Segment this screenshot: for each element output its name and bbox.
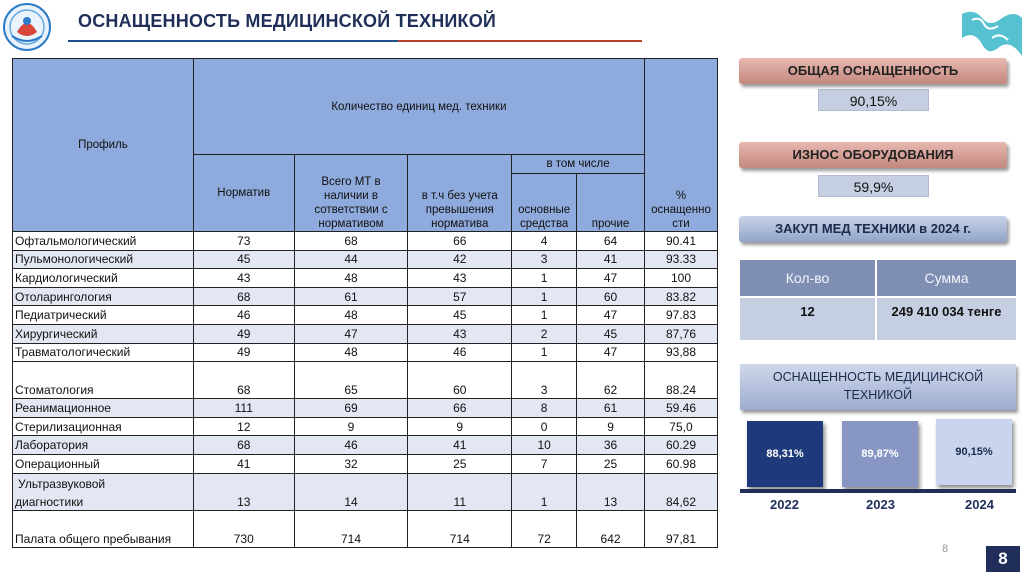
row-other: 642 [577, 510, 645, 547]
title-underline-blue [68, 40, 398, 42]
row-other: 9 [577, 417, 645, 436]
row-norm: 43 [193, 269, 294, 288]
table-row [13, 250, 718, 269]
row-fixed: 8 [512, 399, 577, 418]
row-over: 43 [408, 324, 512, 343]
row-over: 45 [408, 306, 512, 325]
row-profile: Хирургический [13, 324, 194, 343]
yearly-label [740, 364, 1016, 410]
row-total: 61 [294, 287, 408, 306]
row-norm: 12 [193, 417, 294, 436]
row-over: 42 [408, 250, 512, 269]
row-fixed: 7 [512, 454, 577, 473]
header-profile: Профиль [13, 59, 194, 232]
row-over: 9 [408, 417, 512, 436]
header-total: Всего МТ в наличии в сответствии с нормативом [294, 155, 408, 232]
row-profile: Отоларингология [13, 287, 194, 306]
table-row [13, 324, 718, 343]
row-total: 44 [294, 250, 408, 269]
year-value-cube: 89,87% [842, 421, 918, 487]
year-label: 2023 [866, 497, 895, 512]
row-profile: Операционный [13, 454, 194, 473]
year-label: 2024 [965, 497, 994, 512]
row-profile: Кардиологический [13, 269, 194, 288]
row-profile: Педиатрический [13, 306, 194, 325]
row-norm: 730 [193, 510, 294, 547]
year-label: 2022 [770, 497, 799, 512]
table-row [13, 436, 718, 455]
purchase-col-qty: Кол-во [740, 260, 875, 296]
row-percent: 75,0 [644, 417, 717, 436]
row-over: 66 [408, 232, 512, 251]
row-other: 47 [577, 343, 645, 362]
row-fixed: 0 [512, 417, 577, 436]
row-fixed: 3 [512, 362, 577, 399]
row-total: 46 [294, 436, 408, 455]
row-other: 13 [577, 473, 645, 510]
row-profile: Лаборатория [13, 436, 194, 455]
row-fixed: 1 [512, 269, 577, 288]
row-percent: 93,88 [644, 343, 717, 362]
row-profile: Палата общего пребывания [13, 510, 194, 547]
row-fixed: 4 [512, 232, 577, 251]
table-row [13, 269, 718, 288]
row-profile: Пульмонологический [13, 250, 194, 269]
row-norm: 13 [193, 473, 294, 510]
row-norm: 68 [193, 362, 294, 399]
year-value-cube: 88,31% [747, 421, 823, 487]
row-total: 47 [294, 324, 408, 343]
row-norm: 41 [193, 454, 294, 473]
row-total: 65 [294, 362, 408, 399]
row-norm: 45 [193, 250, 294, 269]
wear-value: 59,9% [818, 175, 929, 197]
row-total: 714 [294, 510, 408, 547]
row-norm: 49 [193, 324, 294, 343]
header-including: в том числе [512, 155, 645, 174]
row-fixed: 1 [512, 306, 577, 325]
row-over: 60 [408, 362, 512, 399]
row-total: 69 [294, 399, 408, 418]
row-total: 9 [294, 417, 408, 436]
header-quantity: Количество единиц мед. техники [193, 59, 644, 155]
row-profile: Реанимационное [13, 399, 194, 418]
table-row [13, 510, 718, 547]
row-other: 60 [577, 287, 645, 306]
row-percent: 84,62 [644, 473, 717, 510]
title-underline-red [398, 40, 642, 42]
row-over: 57 [408, 287, 512, 306]
row-over: 41 [408, 436, 512, 455]
row-over: 46 [408, 343, 512, 362]
row-norm: 68 [193, 436, 294, 455]
row-total: 32 [294, 454, 408, 473]
row-other: 61 [577, 399, 645, 418]
row-other: 47 [577, 269, 645, 288]
row-fixed: 1 [512, 473, 577, 510]
header-other: прочие [577, 174, 645, 232]
row-profile-line1: Ультразвуковой [18, 476, 106, 491]
row-percent: 100 [644, 269, 717, 288]
table-row [13, 287, 718, 306]
row-profile [13, 473, 194, 510]
logo-emblem-icon [2, 2, 52, 52]
row-percent: 59.46 [644, 399, 717, 418]
row-other: 25 [577, 454, 645, 473]
row-other: 36 [577, 436, 645, 455]
page-number-box: 8 [986, 546, 1020, 572]
row-fixed: 2 [512, 324, 577, 343]
row-total: 48 [294, 306, 408, 325]
row-norm: 73 [193, 232, 294, 251]
yearly-label-line2: ТЕХНИКОЙ [843, 388, 913, 402]
row-profile: Стерилизационная [13, 417, 194, 436]
row-over: 714 [408, 510, 512, 547]
purchase-label: ЗАКУП МЕД ТЕХНИКИ в 2024 г. [739, 216, 1007, 242]
table-row [13, 343, 718, 362]
row-norm: 68 [193, 287, 294, 306]
row-fixed: 10 [512, 436, 577, 455]
row-other: 47 [577, 306, 645, 325]
table-row [13, 399, 718, 418]
row-total: 48 [294, 343, 408, 362]
row-percent: 60.29 [644, 436, 717, 455]
yearly-baseline [740, 489, 1016, 493]
row-fixed: 1 [512, 287, 577, 306]
row-fixed: 1 [512, 343, 577, 362]
row-norm: 46 [193, 306, 294, 325]
row-percent: 90.41 [644, 232, 717, 251]
purchase-table [740, 260, 1016, 340]
header-percent: % оснащенно сти [644, 59, 717, 232]
yearly-label-line1: ОСНАЩЕННОСТЬ МЕДИЦИНСКОЙ [772, 370, 984, 384]
table-row [13, 232, 718, 251]
overall-label: ОБЩАЯ ОСНАЩЕННОСТЬ [739, 58, 1007, 84]
header-over: в т.ч без учета превышения норматива [408, 155, 512, 232]
row-total: 68 [294, 232, 408, 251]
row-norm: 111 [193, 399, 294, 418]
row-percent: 87,76 [644, 324, 717, 343]
row-norm: 49 [193, 343, 294, 362]
row-over: 43 [408, 269, 512, 288]
row-profile-line2: диагностики [15, 494, 84, 509]
row-total: 14 [294, 473, 408, 510]
row-profile: Офтальмологический [13, 232, 194, 251]
row-fixed: 3 [512, 250, 577, 269]
row-percent: 97,81 [644, 510, 717, 547]
table-row [13, 454, 718, 473]
header-fixed: основные средства [512, 174, 577, 232]
row-total: 48 [294, 269, 408, 288]
row-profile: Травматологический [13, 343, 194, 362]
row-over: 66 [408, 399, 512, 418]
page-title: ОСНАЩЕННОСТЬ МЕДИЦИНСКОЙ ТЕХНИКОЙ [78, 11, 497, 31]
table-row [13, 362, 718, 399]
table-row [13, 306, 718, 325]
purchase-col-sum: Сумма [877, 260, 1016, 296]
ornament-icon [952, 8, 1024, 56]
row-other: 45 [577, 324, 645, 343]
row-other: 64 [577, 232, 645, 251]
purchase-sum: 249 410 034 тенге [877, 298, 1016, 340]
row-over: 25 [408, 454, 512, 473]
overall-value: 90,15% [818, 89, 929, 111]
row-percent: 97.83 [644, 306, 717, 325]
row-other: 41 [577, 250, 645, 269]
table-row [13, 473, 718, 510]
row-fixed: 72 [512, 510, 577, 547]
header-norm: Норматив [193, 155, 294, 232]
purchase-qty: 12 [740, 298, 875, 340]
row-percent: 88.24 [644, 362, 717, 399]
row-other: 62 [577, 362, 645, 399]
page-number-small: 8 [942, 543, 949, 555]
row-percent: 60.98 [644, 454, 717, 473]
row-profile: Стоматология [13, 362, 194, 399]
row-percent: 83.82 [644, 287, 717, 306]
equipment-table [12, 58, 718, 548]
wear-label: ИЗНОС ОБОРУДОВАНИЯ [739, 142, 1007, 168]
row-percent: 93.33 [644, 250, 717, 269]
row-over: 11 [408, 473, 512, 510]
table-row [13, 417, 718, 436]
year-value-cube: 90,15% [936, 419, 1012, 485]
